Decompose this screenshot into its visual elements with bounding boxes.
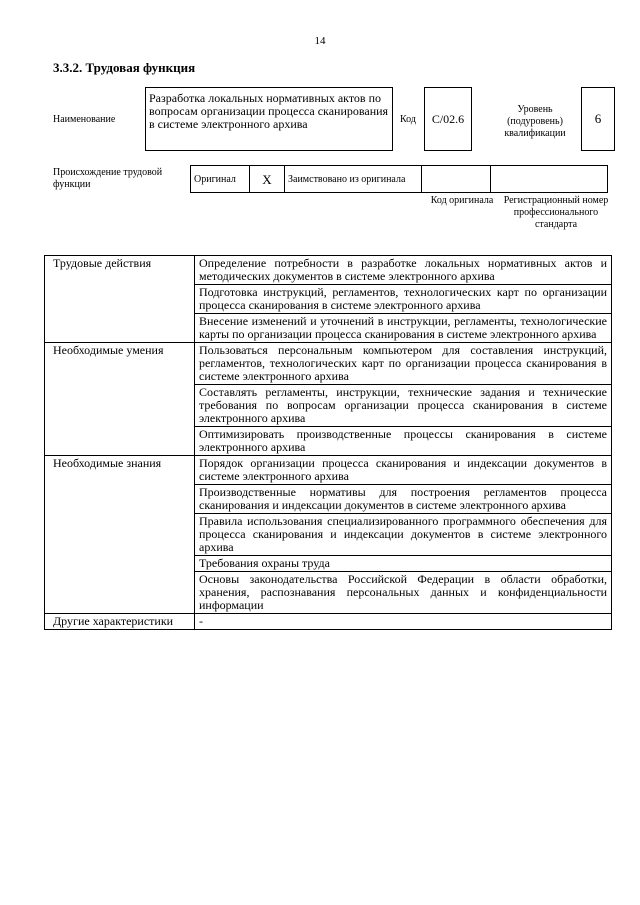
category-cell: Другие характеристики: [45, 614, 195, 630]
origin-label: Происхождение трудовой функции: [53, 167, 163, 190]
code-caption: Код оригинала: [430, 195, 494, 206]
function-name: Разработка локальных нормативных актов по вопросам организации процесса сканирования в системе электронного архива: [145, 87, 393, 151]
reg-number-cell: [491, 166, 608, 193]
item-cell: Пользоваться персональным компьютером для составления инструкций, регламентов, технологических карт по организации процесса сканирования в системе электронного архива: [195, 343, 612, 385]
original-code-cell: [422, 166, 491, 193]
item-cell: Требования охраны труда: [195, 556, 612, 572]
page-number: 14: [314, 35, 326, 47]
level-label: Уровень (подуровень) квалификации: [504, 104, 566, 139]
item-cell: Подготовка инструкций, регламентов, технологических карт по организации процесса сканирования в системе электронного архива: [195, 285, 612, 314]
name-label: Наименование: [53, 114, 116, 125]
table-row: [45, 614, 612, 630]
borrowed-label: Заимствовано из оригинала: [285, 166, 422, 193]
item-cell: Определение потребности в разработке локальных нормативных актов и методических документов в системе электронного архива: [195, 256, 612, 285]
category-cell: Необходимые умения: [45, 343, 195, 456]
table-row: [45, 456, 612, 485]
item-cell: Внесение изменений и уточнений в инструкции, регламенты, технологические карты по организации процесса сканирования в системе электронного архива: [195, 314, 612, 343]
category-cell: Необходимые знания: [45, 456, 195, 614]
category-cell: Трудовые действия: [45, 256, 195, 343]
item-cell: Оптимизировать производственные процессы сканирования в системе электронного архива: [195, 427, 612, 456]
item-cell: Производственные нормативы для построения регламентов процесса сканирования и индексации документов в системе электронного архива: [195, 485, 612, 514]
item-cell: Порядок организации процесса сканирования и индексации документов в системе электронного архива: [195, 456, 612, 485]
code-value: С/02.6: [424, 87, 472, 151]
original-mark: Х: [250, 166, 285, 193]
code-label: Код: [400, 114, 416, 125]
item-cell: Правила использования специализированного программного обеспечения для процесса сканирования и индексации документов в системе электронного архива: [195, 514, 612, 556]
section-heading: 3.3.2. Трудовая функция: [53, 60, 196, 75]
origin-table: [190, 165, 608, 193]
table-row: [45, 256, 612, 285]
item-cell: Основы законодательства Российской Федерации в области обработки, хранения, распознавания персональных данных и конфиденциальности информации: [195, 572, 612, 614]
item-cell: -: [195, 614, 612, 630]
level-value: 6: [581, 87, 615, 151]
table-row: [45, 343, 612, 385]
item-cell: Составлять регламенты, инструкции, технические задания и технические требования по вопросам организации процесса сканирования в системе электронного архива: [195, 385, 612, 427]
original-label: Оригинал: [191, 166, 250, 193]
function-details-table: [44, 255, 612, 630]
reg-caption: Регистрационный номер профессионального стандарта: [503, 195, 609, 230]
